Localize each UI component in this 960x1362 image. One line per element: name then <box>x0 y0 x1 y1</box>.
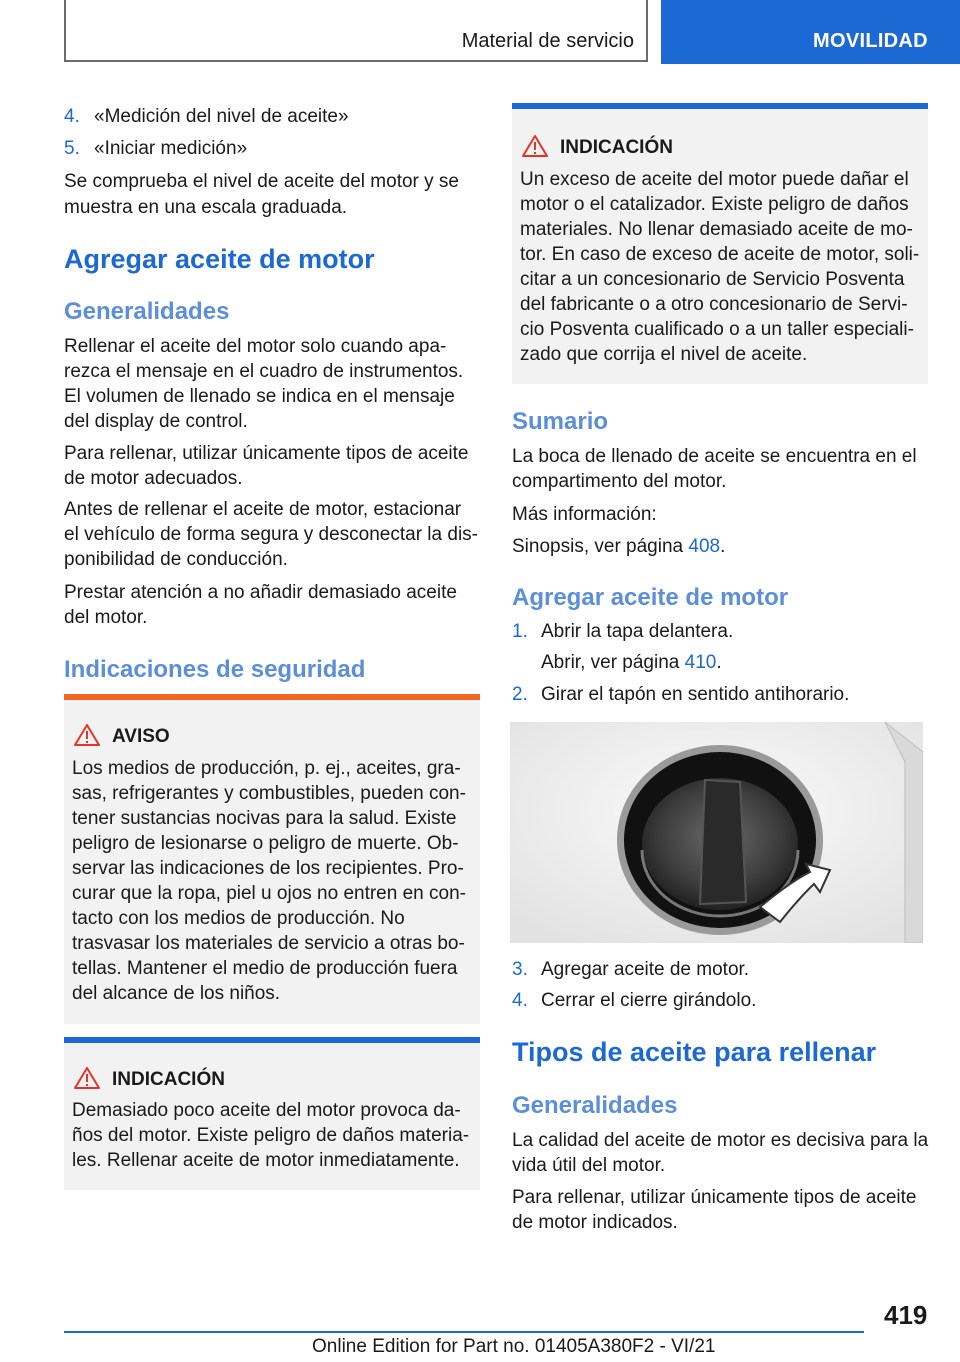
note-line: materiales. No llenar demasiado aceite de mo- <box>520 219 913 240</box>
header-section-tab <box>64 0 648 62</box>
note-title: INDICACIÓN <box>560 137 673 158</box>
warning-line: sas, refrigerantes y combustibles, pueden con- <box>72 783 466 804</box>
paragraph-line: Más información: <box>512 504 657 525</box>
note-line: zado que corrija el nivel de aceite. <box>520 344 808 365</box>
footer-edition: Online Edition for Part no. 01405A380F2 - VI/21 <box>312 1336 716 1357</box>
page-number: 419 <box>884 1300 928 1330</box>
note-line: cio Posventa cualificado o a un taller especiali- <box>520 319 914 340</box>
paragraph-line: La boca de llenado de aceite se encuentra en el <box>512 446 917 467</box>
note-line: Un exceso de aceite del motor puede dañar el <box>520 169 909 190</box>
oil-filler-cap-photo <box>510 722 923 943</box>
step-number: 4. <box>64 106 80 127</box>
subsection-heading: Agregar aceite de motor <box>512 584 789 611</box>
paragraph-line: La calidad del aceite de motor es decisiva para la <box>512 1130 929 1151</box>
note-line: Demasiado poco aceite del motor provoca da- <box>72 1100 461 1121</box>
note-box <box>64 1037 480 1190</box>
section-heading: Agregar aceite de motor <box>64 244 375 274</box>
paragraph-line: de motor adecuados. <box>64 468 243 489</box>
header-chapter-tab <box>661 0 960 64</box>
subsection-heading: Generalidades <box>512 1092 678 1119</box>
warning-line: tener sustancias nocivas para la salud. Existe <box>72 808 457 829</box>
warning-line: del alcance de los niños. <box>72 983 281 1004</box>
paragraph-line: vida útil del motor. <box>512 1155 666 1176</box>
note-title: INDICACIÓN <box>112 1069 225 1090</box>
paragraph-line: Antes de rellenar el aceite de motor, estacionar <box>64 499 462 520</box>
step-text: «Iniciar medición» <box>94 138 248 159</box>
subsection-heading: Generalidades <box>64 298 230 325</box>
warning-triangle-icon <box>522 135 548 157</box>
step-number: 5. <box>64 138 80 159</box>
step-number: 4. <box>512 990 528 1011</box>
page-reference-link[interactable]: 410 <box>684 652 717 673</box>
header-section-label: Material de servicio <box>461 30 634 52</box>
note-line: les. Rellenar aceite de motor inmediatamente. <box>72 1150 460 1171</box>
note-line: ños del motor. Existe peligro de daños materia- <box>72 1125 470 1146</box>
warning-line: Los medios de producción, p. ej., aceites, gra- <box>72 758 461 779</box>
section-heading: Tipos de aceite para rellenar <box>512 1037 877 1067</box>
step-text: Cerrar el cierre girándolo. <box>541 990 757 1011</box>
note-line: del fabricante o a otro concesionario de Servi- <box>520 294 908 315</box>
step-text <box>541 650 722 676</box>
warning-line: tellas. Mantener el medio de producción fuera <box>72 958 458 979</box>
paragraph-line: muestra en una escala graduada. <box>64 197 348 218</box>
step-text: Abrir la tapa delantera. <box>541 621 734 642</box>
note-line: citar a un concesionario de Servicio Posventa <box>520 269 905 290</box>
paragraph-line: compartimento del motor. <box>512 471 727 492</box>
warning-line: servar las indicaciones de los recipientes. Pro- <box>72 858 464 879</box>
step-text: «Medición del nivel de aceite» <box>94 106 349 127</box>
paragraph-line: rezca el mensaje en el cuadro de instrumentos. <box>64 361 464 382</box>
paragraph-line: de motor indicados. <box>512 1212 678 1233</box>
paragraph-line: Para rellenar, utilizar únicamente tipos de aceite <box>64 443 469 464</box>
step-number: 1. <box>512 621 528 642</box>
sinopsis-text: Sinopsis, ver página <box>512 536 689 557</box>
subsection-heading: Sumario <box>512 408 609 435</box>
step-number: 3. <box>512 959 528 980</box>
paragraph-line <box>512 534 725 560</box>
paragraph-line: del display de control. <box>64 411 248 432</box>
step-text: Agregar aceite de motor. <box>541 959 750 980</box>
paragraph-line: el vehículo de forma segura y desconectar la dis- <box>64 524 478 545</box>
footer-divider <box>64 1331 864 1333</box>
note-line: motor o el catalizador. Existe peligro de daños <box>520 194 909 215</box>
note-box <box>512 103 928 384</box>
paragraph-line: Rellenar el aceite del motor solo cuando apa- <box>64 336 447 357</box>
header-chapter-label: MOVILIDAD <box>813 30 928 52</box>
warning-title: AVISO <box>112 726 170 747</box>
warning-line: curar que la ropa, piel u ojos no entren en con- <box>72 883 466 904</box>
warning-triangle-icon <box>74 1067 100 1089</box>
warning-box <box>64 694 480 1024</box>
warning-triangle-icon <box>74 724 100 746</box>
step-number: 2. <box>512 684 528 705</box>
step-text: Girar el tapón en sentido antihorario. <box>541 684 850 705</box>
paragraph-line: El volumen de llenado se indica en el mensaje <box>64 386 455 407</box>
warning-line: trasvasar los materiales de servicio a otras bo- <box>72 933 465 954</box>
warning-line: peligro de lesionarse o peligro de muerte. Ob- <box>72 833 459 854</box>
paragraph-line: del motor. <box>64 607 148 628</box>
page-reference-link[interactable]: 408 <box>688 536 721 557</box>
paragraph-line: Para rellenar, utilizar únicamente tipos de aceite <box>512 1187 917 1208</box>
period: . <box>716 652 722 673</box>
paragraph-line: Prestar atención a no añadir demasiado aceite <box>64 582 457 603</box>
note-line: tor. En caso de exceso de aceite de motor, soli- <box>520 244 920 265</box>
subsection-heading: Indicaciones de seguridad <box>64 656 366 683</box>
period: . <box>720 536 726 557</box>
warning-line: tacto con los medios de producción. No <box>72 908 405 929</box>
paragraph-line: Se comprueba el nivel de aceite del motor y se <box>64 171 459 192</box>
abrir-text: Abrir, ver página <box>541 652 685 673</box>
paragraph-line: ponibilidad de conducción. <box>64 549 288 570</box>
